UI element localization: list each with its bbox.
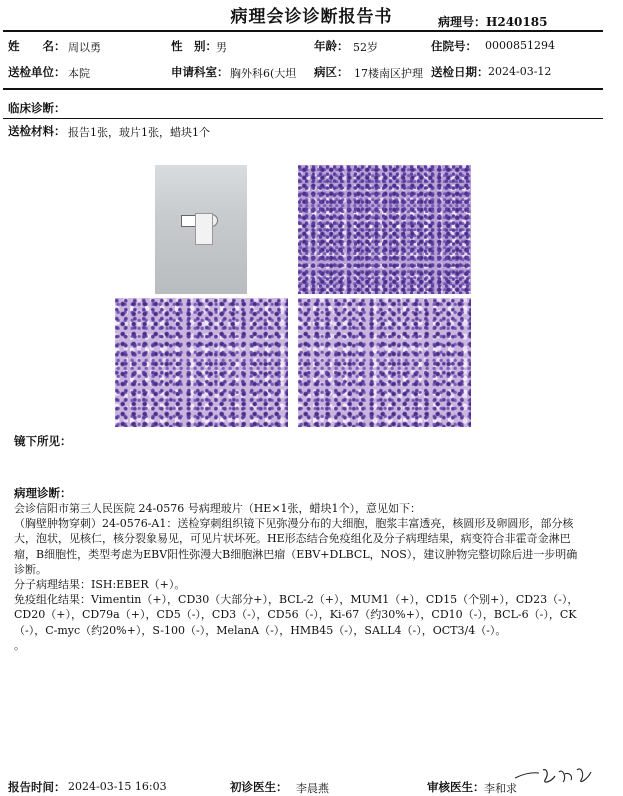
pathology-diagnosis-body xyxy=(14,501,584,653)
material-value: 报告1张，玻片1张，蜡块1个 xyxy=(68,126,210,139)
pathology-number xyxy=(438,13,547,30)
header-rule xyxy=(3,30,603,32)
report-time-value: 2024-03-15 16:03 xyxy=(68,780,167,793)
micrograph-high-power-right xyxy=(298,298,471,427)
slide-glass-icon xyxy=(195,213,213,245)
report-time-label: 报告时间： xyxy=(8,780,66,794)
diagnosis-paragraph: （胸壁肿物穿刺）24-0576-A1：送检穿刺组织镜下见弥漫分布的大细胞，胞浆丰富透亮，核圆形及卵圆形，部分核大，泡状，见核仁，核分裂象易见，可见片状坏死。HE形态结合免疫组化及分子病理结果，病变符合非霍奇金淋巴瘤，B细胞性，类型考虑为EBV阳性弥漫大B细胞淋巴瘤（EBV+DLBCL，NOS），建议肿物完整切除后进一步明确诊断。 xyxy=(14,517,578,576)
pathology-number-value: H240185 xyxy=(486,15,548,29)
dept-label: 申请科室： xyxy=(171,65,229,79)
admission-value: 0000851294 xyxy=(485,39,555,52)
diagnosis-paragraph: 。 xyxy=(14,638,25,652)
pathology-diagnosis-label: 病理诊断： xyxy=(14,486,72,500)
diagnosis-paragraph: 分子病理结果：ISH:EBER（+）。 xyxy=(14,578,186,592)
initial-doctor-label: 初诊医生： xyxy=(230,780,288,794)
clinical-diagnosis-label: 临床诊断： xyxy=(8,101,66,115)
date-label: 送检日期： xyxy=(431,65,489,79)
signature-icon xyxy=(513,764,597,788)
pathology-number-label: 病理号： xyxy=(438,15,487,29)
info-rule xyxy=(3,88,603,90)
microscopy-label: 镜下所见： xyxy=(14,434,72,448)
micrograph-high-power-left xyxy=(115,298,288,427)
material-label: 送检材料： xyxy=(8,124,66,138)
age-label: 年龄： xyxy=(314,39,349,53)
specimen-slide-photo xyxy=(155,165,247,294)
sex-label: 性 别： xyxy=(171,39,217,53)
unit-value: 本院 xyxy=(68,67,90,80)
admission-label: 住院号： xyxy=(431,39,477,53)
sex-value: 男 xyxy=(216,41,227,54)
diagnosis-paragraph: 会诊信阳市第三人民医院 24-0576 号病理玻片（HE×1张，蜡块1个），意见如下： xyxy=(14,502,422,515)
report-title: 病理会诊诊断报告书 xyxy=(230,7,393,27)
diagnosis-paragraph: 免疫组化结果：Vimentin（+），CD30（大部分+），BCL-2（+），MUM1（+），CD15（个别+），CD23（-），CD20（+），CD79a（+），CD5（-），CD3（-），CD56（-），Ki-67（约30%+），CD10（-），BCL-6（-），CK（-），C-myc（约20%+），S-100（-），MelanA（-），HMB45（-），SALL4（-），OCT3/4（-）。 xyxy=(14,593,579,637)
name-label: 姓 名： xyxy=(8,39,66,53)
age-value: 52岁 xyxy=(353,41,378,54)
initial-doctor-value: 李晨燕 xyxy=(296,782,329,795)
clinical-rule xyxy=(3,118,603,119)
ward-value: 17楼南区护理 xyxy=(354,67,423,80)
ward-label: 病区： xyxy=(314,65,349,79)
date-value: 2024-03-12 xyxy=(488,65,552,78)
unit-label: 送检单位： xyxy=(8,65,66,79)
review-doctor-value: 李和求 xyxy=(484,782,517,795)
name-value: 周以勇 xyxy=(68,41,101,54)
review-doctor-label: 审核医生： xyxy=(427,780,485,794)
dept-value: 胸外科6(大坦 xyxy=(230,67,297,80)
micrograph-low-power xyxy=(298,165,471,294)
